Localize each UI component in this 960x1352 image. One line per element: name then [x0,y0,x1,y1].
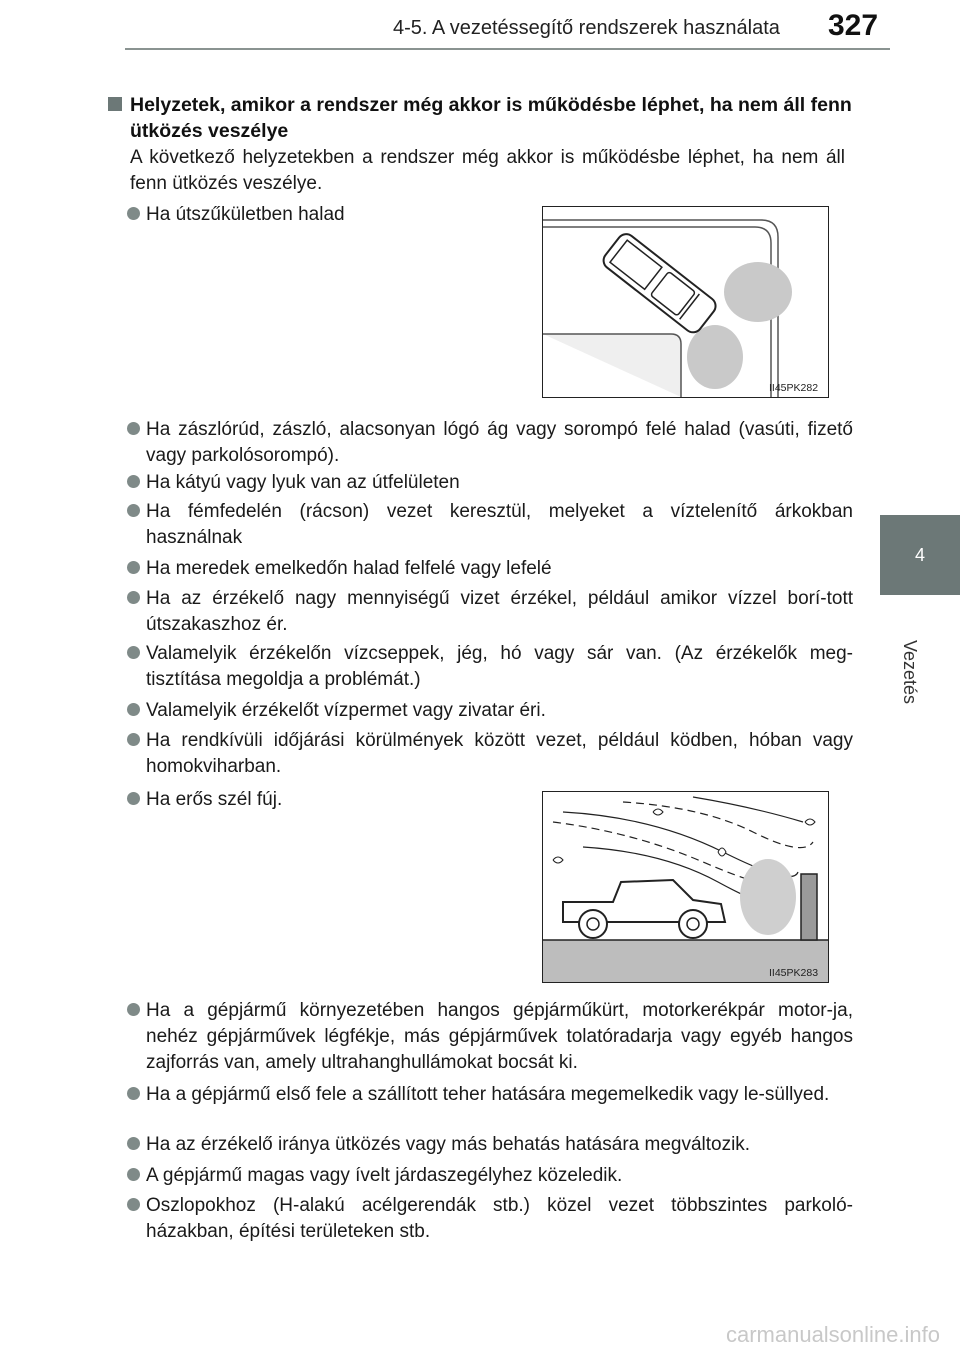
list-item: Ha a gépjármű első fele a szállított teher hatására megemelkedik vagy le-süllyed. [127,1082,853,1108]
section-heading-text: Helyzetek, amikor a rendszer még akkor is működésbe léphet, ha nem áll fenn ütközés veszélye [130,94,852,142]
intro-paragraph: A következő helyzetekben a rendszer még akkor is működésbe léphet, ha nem áll fenn ütközés veszélye. [130,147,845,194]
bullet-icon [127,1087,140,1100]
bullet-icon [127,703,140,716]
list-item: Ha rendkívüli időjárási körülmények között vezet, például ködben, hóban vagy homokviharban. [127,728,853,780]
list-item: Valamelyik érzékelőn vízcseppek, jég, hó vagy sár van. (Az érzékelők meg-tisztítása megoldja a problémát.) [127,641,853,693]
bullet-icon [127,561,140,574]
list-item: Oszlopokhoz (H-alakú acélgerendák stb.) közel vezet többszintes parkoló-házakban, építési területeken stb. [127,1193,853,1245]
illustration-code: II45PK283 [769,967,819,979]
bullet-icon [127,792,140,805]
section-heading [108,92,853,144]
strong-wind-drawing [543,792,828,982]
list-item: Ha erős szél fúj. [127,787,487,813]
narrow-road-drawing [543,207,828,397]
list-item: Ha az érzékelő iránya ütközés vagy más behatás hatására megváltozik. [127,1132,853,1158]
list-item: Ha útszűkületben halad [127,202,507,228]
watermark: carmanualsonline.info [725,1322,940,1347]
bullet-icon [127,1198,140,1211]
bullet-icon [127,1003,140,1016]
bullet-icon [127,591,140,604]
list-item: Ha a gépjármű környezetében hangos gépjárműkürt, motorkerékpár motor-ja, nehéz gépjárművek légfékje, más gépjárművek tolatóradarja vagy egyéb hangos zajforrás van, amely ultrahanghullámokat bocsát ki. [127,998,853,1076]
list-item: Ha zászlórúd, zászló, alacsonyan lógó ág vagy sorompó felé halad (vasúti, fizető vagy parkolósorompó). [127,417,853,469]
bullet-icon [127,475,140,488]
list-item: Ha az érzékelő nagy mennyiségű vizet érzékel, például amikor vízzel borí-tott útszakaszhoz ér. [127,586,853,638]
illustration-code: II45PK282 [769,382,819,394]
list-item: Ha kátyú vagy lyuk van az útfelületen [127,470,853,496]
list-item: Valamelyik érzékelőt vízpermet vagy zivatar éri. [127,698,853,724]
bullet-icon [127,646,140,659]
section-title: 4-5. A vezetéssegítő rendszerek használata [393,17,780,39]
bullet-icon [127,733,140,746]
list-item: Ha meredek emelkedőn halad felfelé vagy lefelé [127,556,853,582]
page-number: 327 [828,9,879,42]
heading-square-icon [108,97,122,111]
bullet-icon [127,504,140,517]
bullet-icon [127,1168,140,1181]
list-item: A gépjármű magas vagy ívelt járdaszegélyhez közeledik. [127,1163,853,1189]
bullet-icon [127,207,140,220]
bullet-icon [127,422,140,435]
strong-wind-illustration [542,791,829,983]
narrow-road-illustration [542,206,829,398]
header-divider [125,48,890,50]
bullet-icon [127,1137,140,1150]
list-item: Ha fémfedelén (rácson) vezet keresztül, melyeket a víztelenítő árkokban használnak [127,499,853,551]
chapter-number: 4 [914,545,925,565]
chapter-label: Vezetés [900,640,920,705]
